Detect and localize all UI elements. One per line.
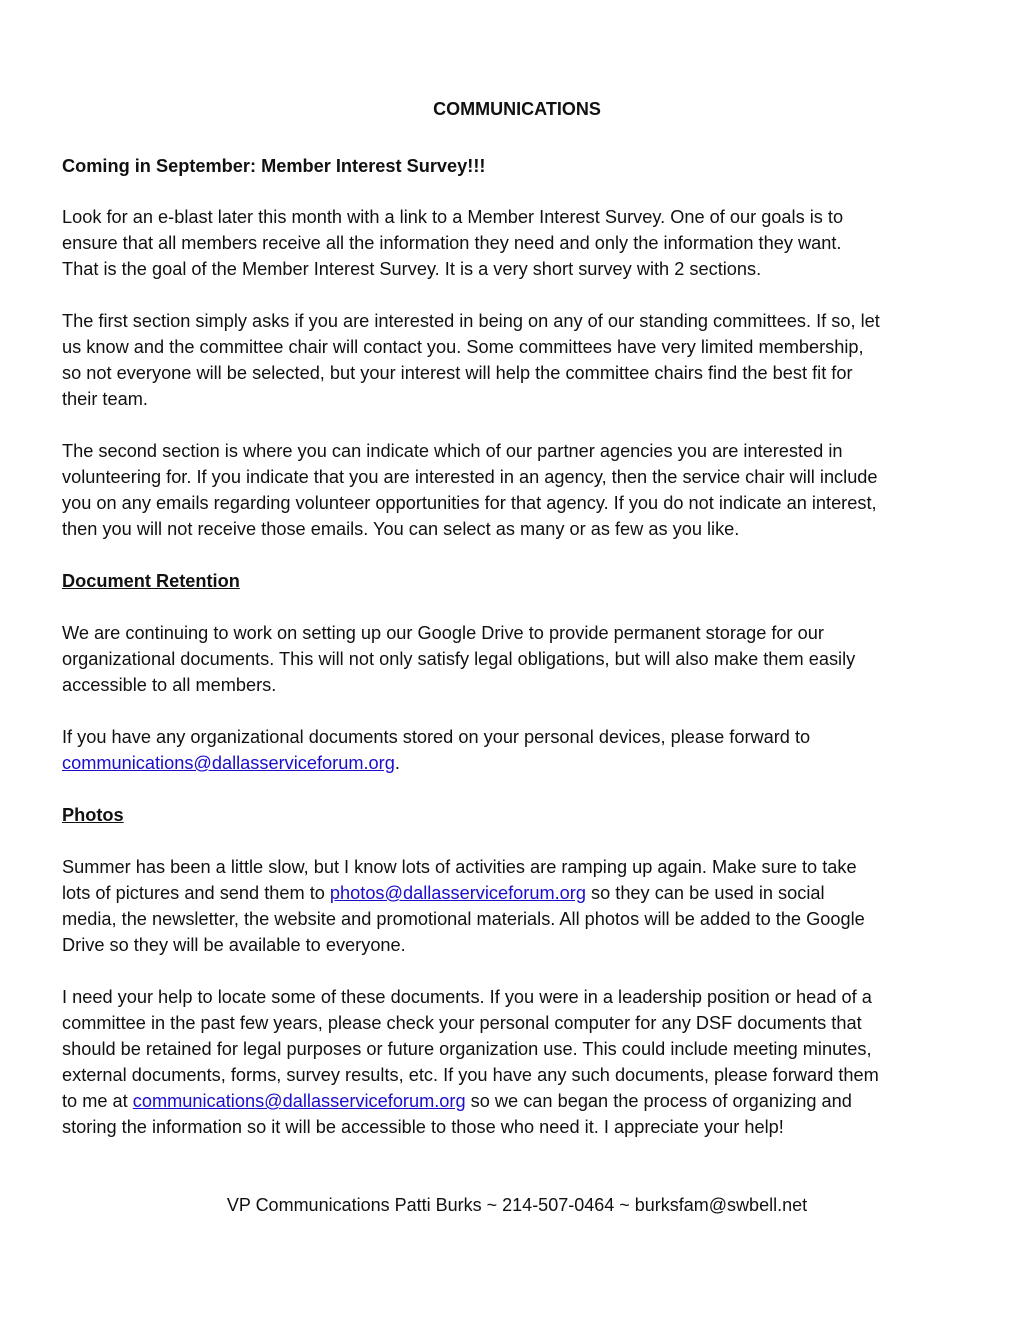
text-line: If you have any organizational documents stored on your personal devices, please forward to [62, 727, 811, 747]
text-fragment: . [394, 753, 400, 773]
text-line: ensure that all members receive all the information they need and only the information they want. [62, 233, 842, 253]
text-line: so not everyone will be selected, but your interest will help the committee chairs find the best fit for [62, 363, 853, 383]
text-line: media, the newsletter, the website and promotional materials. All photos will be added to the Google [62, 909, 865, 929]
text-line: I need your help to locate some of these documents. If you were in a leadership position or head of a [62, 987, 872, 1007]
text-line: then you will not receive those emails. You can select as many or as few as you like. [62, 519, 740, 539]
text-line: organizational documents. This will not only satisfy legal obligations, but will also make them easily [62, 649, 856, 669]
communications-email-link[interactable]: communications@dallasserviceforum.org [132, 1091, 466, 1111]
photos-heading: Photos [62, 805, 124, 825]
survey-heading: Coming in September: Member Interest Survey!!! [62, 156, 486, 176]
text-line [62, 750, 400, 776]
text-line: us know and the committee chair will contact you. Some committees have very limited membership, [62, 337, 864, 357]
text-fragment: so we can began the process of organizing and [465, 1091, 852, 1111]
text-line: The second section is where you can indicate which of our partner agencies you are interested in [62, 441, 843, 461]
text-line: Summer has been a little slow, but I know lots of activities are ramping up again. Make sure to take [62, 857, 857, 877]
text-line: you on any emails regarding volunteer opportunities for that agency. If you do not indicate an interest, [62, 493, 877, 513]
text-line: volunteering for. If you indicate that you are interested in an agency, then the service chair will include [62, 467, 878, 487]
footer-contact: VP Communications Patti Burks ~ 214-507-0464 ~ burksfam@swbell.net [226, 1195, 808, 1215]
photos-email-link[interactable]: photos@dallasserviceforum.org [329, 883, 586, 903]
page-title: COMMUNICATIONS [433, 99, 601, 119]
text-fragment: so they can be used in social [585, 883, 825, 903]
text-line: storing the information so it will be accessible to those who need it. I appreciate your help! [62, 1117, 784, 1137]
communications-email-link[interactable]: communications@dallasserviceforum.org [62, 753, 395, 773]
retention-heading: Document Retention [62, 571, 240, 591]
text-line: committee in the past few years, please check your personal computer for any DSF documents that [62, 1013, 862, 1033]
text-line: Drive so they will be available to everyone. [62, 935, 406, 955]
text-line: accessible to all members. [62, 675, 277, 695]
text-line: should be retained for legal purposes or future organization use. This could include meeting minutes, [62, 1039, 872, 1059]
text-line: Look for an e-blast later this month with a link to a Member Interest Survey. One of our goals is to [62, 207, 844, 227]
text-line: That is the goal of the Member Interest Survey. It is a very short survey with 2 sections. [62, 259, 762, 279]
text-line [62, 1088, 852, 1114]
text-fragment: to me at [62, 1091, 133, 1111]
text-line: We are continuing to work on setting up our Google Drive to provide permanent storage for our [62, 623, 824, 643]
text-line: their team. [62, 389, 148, 409]
text-line [62, 880, 825, 906]
text-line: The first section simply asks if you are interested in being on any of our standing committees. If so, let [62, 311, 880, 331]
text-line: external documents, forms, survey results, etc. If you have any such documents, please forward them [62, 1065, 879, 1085]
text-fragment: lots of pictures and send them to [62, 883, 330, 903]
